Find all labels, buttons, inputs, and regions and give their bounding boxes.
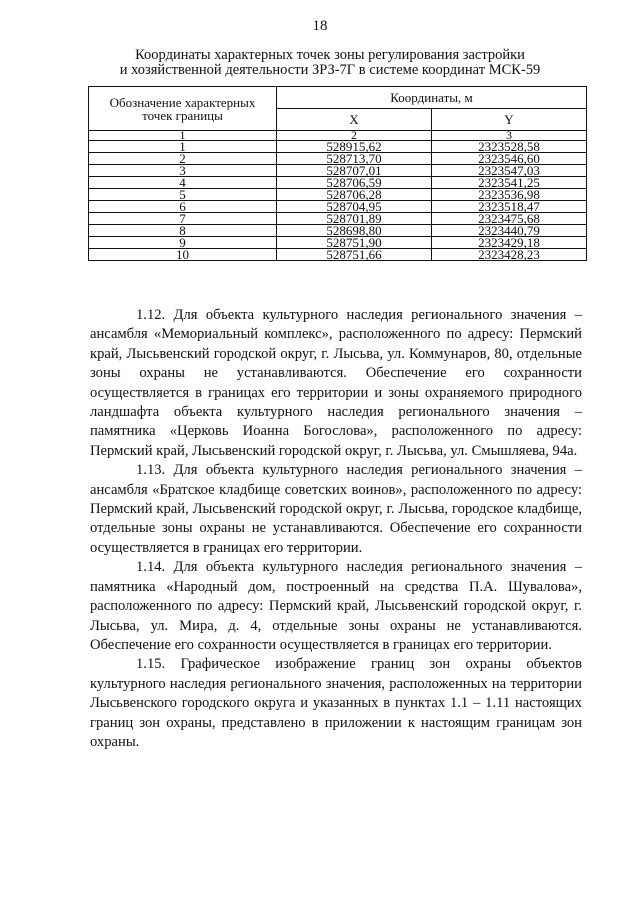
y-cell: 2323547,03 <box>432 165 587 177</box>
x-cell: 528706,28 <box>277 189 432 201</box>
header-coordinates: Координаты, м <box>277 87 587 109</box>
header-point-label <box>89 87 277 131</box>
paragraph-1-13: 1.13. Для объекта культурного наследия регионального значения – ансамбля «Братское кладбище советских воинов», расположенного по адресу: Пермский край, Лысьвенский городской округ, г. Лысьва, городское кладбище, отдельные зоны охраны не устанавливаются. Обеспечение его сохранности осуществляется в границах его территории. <box>90 462 582 556</box>
x-cell: 528701,89 <box>277 213 432 225</box>
point-cell: 2 <box>89 153 277 165</box>
table-title-line-2: и хозяйственной деятельности ЗРЗ-7Г в системе координат МСК-59 <box>119 62 541 78</box>
point-cell: 3 <box>89 165 277 177</box>
point-cell: 10 <box>89 249 277 261</box>
table-title-line-1: Координаты характерных точек зоны регулирования застройки <box>135 47 525 63</box>
paragraph-1-12: 1.12. Для объекта культурного наследия регионального значения – ансамбля «Мемориальный комплекс», расположенного по адресу: Пермский край, Лысьвенский городской округ, г. Лысьва, ул. Коммунаров, 80, отдельные зоны охраны не устанавливаются. Обеспечение его сохранности осуществляется в границах его территории и зоны охраняемого природного ландшафта объекта культурного наследия регионального значения – памятника «Церковь Иоанна Богослова», расположенного по адресу: Пермский край, Лысьвенский городской округ, г. Лысьва, ул. Смышляева, 94а. <box>90 307 582 459</box>
header-point-label-line-1: Обозначение характерных <box>109 94 256 110</box>
y-cell: 2323546,60 <box>432 153 587 165</box>
x-cell: 528915,62 <box>277 141 432 153</box>
paragraph-1-14: 1.14. Для объекта культурного наследия регионального значения – памятника «Народный дом, построенный на средства П.А. Шувалова», расположенного по адресу: Пермский край, Лысьвенский городской округ, г. Лысьва, ул. Мира, д. 4, отдельные зоны охраны не устанавливаются. Обеспечение его сохранности осуществляется в границах его территории. <box>90 559 582 653</box>
y-cell: 2323475,68 <box>432 213 587 225</box>
y-cell: 2323429,18 <box>432 237 587 249</box>
body-text <box>90 306 582 752</box>
x-cell: 528698,80 <box>277 225 432 237</box>
y-cell: 2323518,47 <box>432 201 587 213</box>
y-cell: 2323428,23 <box>432 249 587 261</box>
point-cell: 5 <box>89 189 277 201</box>
y-cell: 2323536,98 <box>432 189 587 201</box>
paragraph-1-15: 1.15. Графическое изображение границ зон охраны объектов культурного наследия регионального значения, расположенных на территории Лысьвенского городского округа и указанных в пунктах 1.1 – 1.11 настоящих границ зон охраны, представлено в приложении к настоящим границам зон охраны. <box>90 656 582 750</box>
x-cell: 528704,95 <box>277 201 432 213</box>
point-cell: 9 <box>89 237 277 249</box>
point-cell: 1 <box>89 141 277 153</box>
point-cell: 6 <box>89 201 277 213</box>
y-cell: 2323528,58 <box>432 141 587 153</box>
header-point-label-line-2: точек границы <box>142 107 223 123</box>
header-y: Y <box>432 109 587 131</box>
point-cell: 7 <box>89 213 277 225</box>
x-cell: 528706,59 <box>277 177 432 189</box>
point-cell: 8 <box>89 225 277 237</box>
column-number-1: 1 <box>89 131 277 141</box>
x-cell: 528713,70 <box>277 153 432 165</box>
column-number-3: 3 <box>432 131 587 141</box>
y-cell: 2323440,79 <box>432 225 587 237</box>
x-cell: 528751,66 <box>277 249 432 261</box>
table-row <box>89 249 587 261</box>
x-cell: 528707,01 <box>277 165 432 177</box>
page-number: 18 <box>312 18 328 34</box>
x-cell: 528751,90 <box>277 237 432 249</box>
coordinates-table <box>88 86 587 261</box>
y-cell: 2323541,25 <box>432 177 587 189</box>
header-x: X <box>277 109 432 131</box>
table-title <box>60 48 600 78</box>
column-number-2: 2 <box>277 131 432 141</box>
point-cell: 4 <box>89 177 277 189</box>
